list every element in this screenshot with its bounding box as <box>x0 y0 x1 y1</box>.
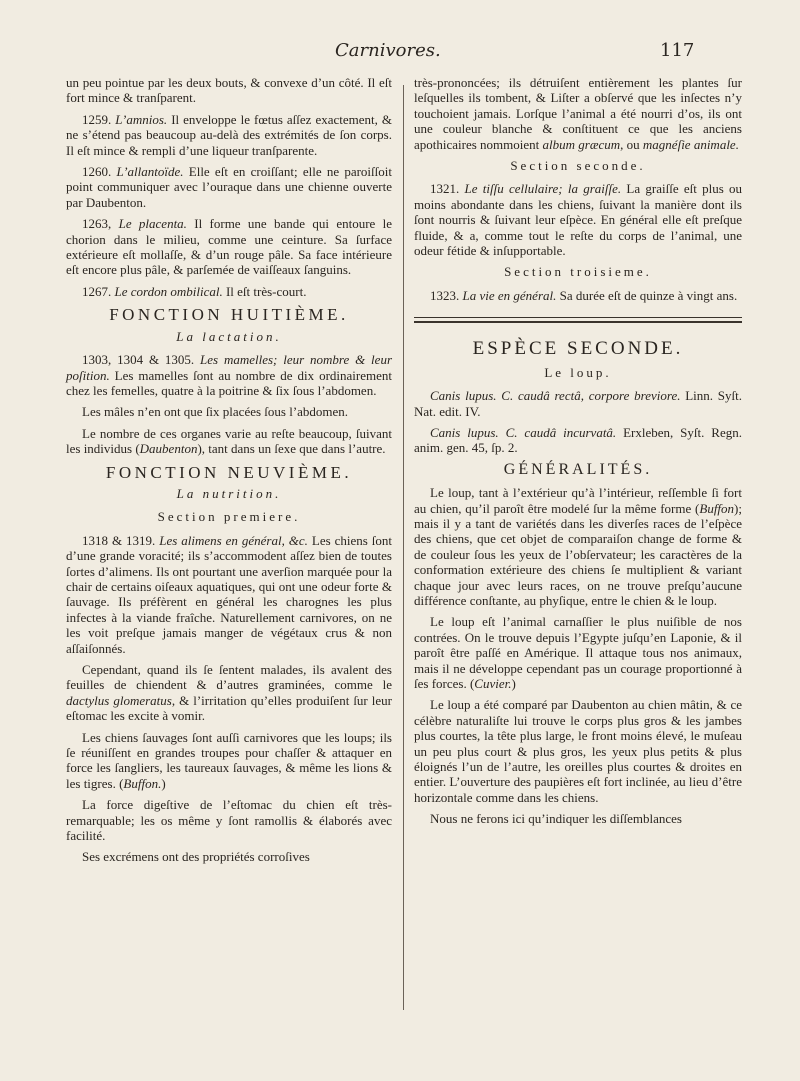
term: Le placenta. <box>118 216 187 232</box>
paragraph-vie: 1323. La vie en général. Sa durée eſt de quinze à vingt ans. <box>430 287 738 303</box>
section-premiere: Section premiere. <box>157 509 301 525</box>
double-rule <box>414 317 742 323</box>
subheading-lactation: La lactation. <box>176 328 282 344</box>
term: Le tiſſu cellulaire; la graiſſe. <box>464 181 622 197</box>
paragraph: très-prononcées; ils détruiſent entièrement les plantes ſur leſquelles ils tombent, & Liſter a obſervé que les inſectes n’y touchoient jamais. Lorſque l’animal a été nourri d’os, ils ont une couleur blanche & conſtituent ce que les anciens apothicaires nommoient album græcum, ou magnéſie animale. <box>414 75 742 152</box>
paragraph-placenta: 1263, Le placenta. Il forme une bande qui entoure le chorion dans le milieu, comme une ceinture. Sa ſurface extérieure eſt mollaſſe, & d’un rouge pâle. Sa face intérieure eſt encore plus pâle, & parſemée de vaiſſeaux ſanguins. <box>66 216 393 278</box>
paragraph: Le nombre de ces organes varie au reſte beaucoup, ſuivant les individus (Daubenton), tant dans un ſexe que dans l’autre. <box>66 425 392 457</box>
paragraph: Les mâles n’en ont que ſix placées ſous l’abdomen. <box>82 404 349 420</box>
synonym: Canis lupus. C. caudâ rectâ, corpore breviore. Linn. Syſt. Nat. edit. IV. <box>414 388 742 419</box>
subheading-loup: Le loup. <box>544 364 612 380</box>
synonym: Canis lupus. C. caudâ incurvatâ. Erxleben, Syſt. Regn. anim. gen. 45, ſp. 2. <box>414 424 742 456</box>
paragraph-graisse: 1321. Le tiſſu cellulaire; la graiſſe. La graiſſe eſt plus ou moins abondante dans les chiens, ſuivant la manière dont ils ſont nourris & ſuivant leur eſpèce. En général elle eſt preſque fluide, & a, comme tout le reſte du corps de l’animal, une odeur fétide & inſupportable. <box>414 181 743 259</box>
section-troisieme: Section troisieme. <box>504 264 652 280</box>
left-column <box>66 75 392 871</box>
paragraph-mamelles: 1303, 1304 & 1305. Les mamelles; leur nombre & leur poſition. Les mamelles ſont au nombre de dix ordinairement chez les femelles, quatre à la poitrine & ſix ſous l’abdomen. <box>66 352 393 398</box>
paragraph: Nous ne ferons ici qu’indiquer les diſſemblances <box>430 811 682 827</box>
subheading-nutrition: La nutrition. <box>176 485 282 501</box>
paragraph: Le loup eſt l’animal carnaſſier le plus nuiſible de nos contrées. On le trouve depuis l’Egypte juſqu’en Laponie, & il paroît être paſſé en Amérique. Il attaque tous nos animaux, mais il ne développe cependant pas un courage proportionné à ſes forces. (Cuvier.) <box>414 614 742 691</box>
running-header <box>0 40 800 70</box>
term: L’amnios. <box>115 111 168 127</box>
term: L’allantoïde. <box>116 164 184 180</box>
heading-fonction-huitieme: FONCTION HUITIÈME. <box>109 305 349 325</box>
paragraph: un peu pointue par les deux bouts, & convexe d’un côté. Il eſt fort mince & tranſparent. <box>66 75 392 106</box>
term: Les alimens en général, &c. <box>159 532 308 548</box>
paragraph: Le loup a été comparé par Daubenton au chien mâtin, & ce célèbre naturaliſte lui trouve le corps plus gros & les jambes plus courtes, la tête plus large, le front moins élevé, le muſeau un peu plus court & plus gros, les yeux plus petits & plus éloignés l’un de l’autre, les oreilles plus courtes & droites en entier. L’ouverture des paupières eſt fort inclinée, au lieu d’être horizontale comme dans les chiens. <box>414 697 742 805</box>
page-number: 117 <box>660 40 695 61</box>
heading-espece-seconde: ESPÈCE SECONDE. <box>472 338 684 360</box>
term: Les mamelles; leur nombre & leur poſition. <box>66 352 393 383</box>
term: La vie en général. <box>462 287 557 303</box>
paragraph-cordon: 1267. Le cordon ombilical. Il eſt très-court. <box>82 283 307 299</box>
heading-fonction-neuvieme: FONCTION NEUVIÈME. <box>105 462 353 482</box>
paragraph-alimens: 1318 & 1319. Les alimens en général, &c. Les chiens ſont d’une grande voracité; ils s’accommodent aſſez bien de toutes ſortes d’alimens. Ils ont pourtant une averſion marquée pour la chair de certains oiſeaux aquatiques, qui ont une odeur forte & ſauvage. Ils préfèrent en général les charognes les plus infectes à la viande fraîche. Naturellement carnivores, on ne les voit preſque jamais manger de végétaux crus & non aſſaiſonnés. <box>66 532 392 656</box>
paragraph: Le loup, tant à l’extérieur qu’à l’intérieur, reſſemble ſi fort au chien, qu’il paroît être modelé ſur la même forme (Buffon); mais il y a tant de variétés dans les diverſes races de l’eſpèce des chiens, que cet objet de comparaiſon change de forme & de couleur ſous les yeux de l’obſervateur; les caractères de la conformation extérieure des chiens ſe multiplient & variant chaque jour avec leurs races, on ne trouve preſqu’aucune différence conſtante, au phyſique, entre le chien & le loup. <box>414 485 742 608</box>
paragraph: Cependant, quand ils ſe ſentent malades, ils avalent des feuilles de chiendent & d’autres graminées, comme le dactylus glomeratus, & l’irritation qu’elles produiſent ſur leur eſtomac les excite à vomir. <box>66 662 392 724</box>
term: Le cordon ombilical. <box>114 283 223 299</box>
column-divider <box>403 85 404 1010</box>
paragraph-allantoide: 1260. L’allantoïde. Elle eſt en croiſſant; elle ne paroiſſoit point communiquer avec l’ouraque dans une chienne ouverte par Daubenton. <box>66 164 392 210</box>
paragraph: Ses excrémens ont des propriétés corroſives <box>82 849 310 865</box>
section-seconde: Section seconde. <box>510 158 646 174</box>
running-title: Carnivores. <box>335 40 441 61</box>
paragraph-amnios: 1259. L’amnios. Il enveloppe le fœtus aſſez exactement, & ne s’étend pas beaucoup au-delà des extrémités de ſon corps. Il eſt mince & rempli d’une liqueur tranſparente. <box>66 111 393 158</box>
paragraph: La force digeſtive de l’eſtomac du chien eſt très-remarquable; les os même y ſont ramollis & élaborés avec facilité. <box>66 797 392 844</box>
heading-generalites: GÉNÉRALITÉS. <box>503 460 653 478</box>
right-column <box>414 75 742 833</box>
paragraph: Les chiens ſauvages ſont auſſi carnivores que les loups; ils ſe réuniſſent en grandes troupes pour chaſſer & attaquer en force les ſangliers, les taureaux ſauvages, & même les lions & les tigres. (Buffon.) <box>66 729 392 791</box>
